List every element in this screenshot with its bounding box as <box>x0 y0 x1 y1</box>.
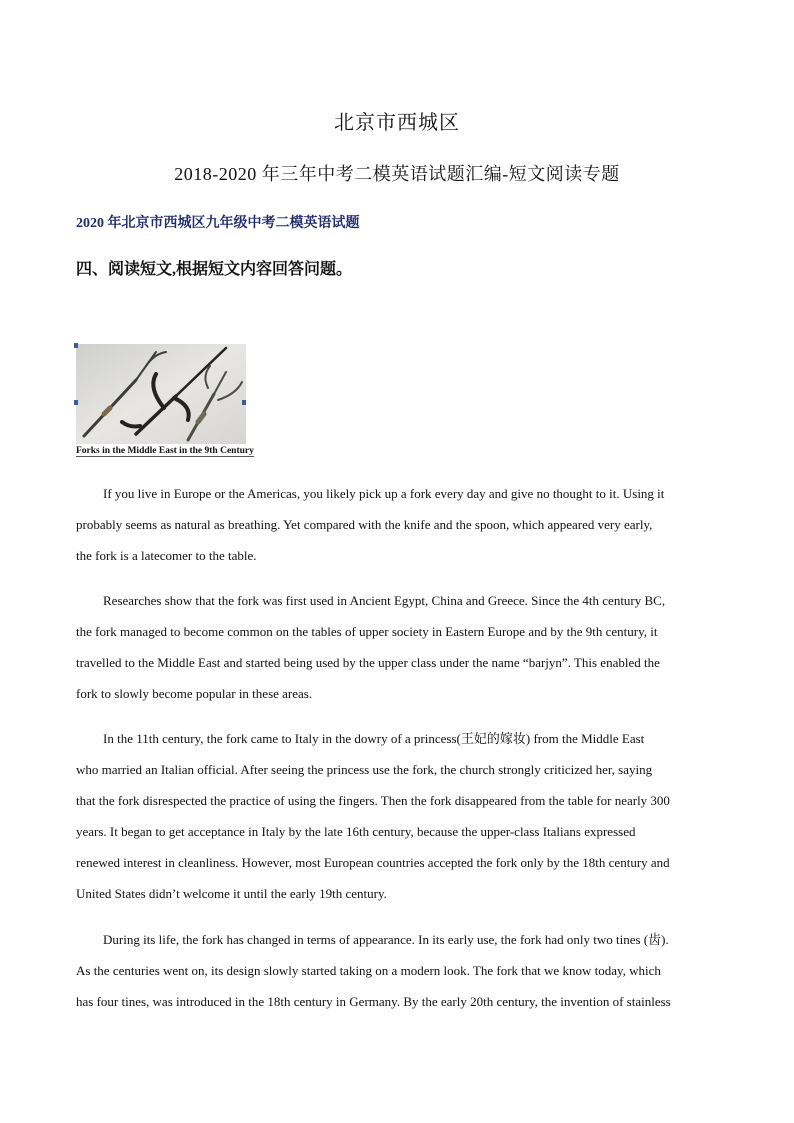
paragraph-line: the fork is a latecomer to the table. <box>76 548 257 563</box>
exam-heading: 2020 年北京市西城区九年级中考二模英语试题 <box>76 216 360 231</box>
document-subtitle: 2018-2020 年三年中考二模英语试题汇编-短文阅读专题 <box>174 164 620 184</box>
figure-caption: Forks in the Middle East in the 9th Century <box>76 446 254 456</box>
paragraph-line: During its life, the fork has changed in terms of appearance. In its early use, the fork had only two tines (齿). <box>103 932 669 947</box>
resize-handle-icon <box>242 400 246 405</box>
paragraph-1 <box>76 478 716 571</box>
document-title: 北京市西城区 <box>334 112 460 134</box>
paragraph-line: travelled to the Middle East and started being used by the upper class under the name “barjyn”. This enabled the <box>76 655 660 670</box>
resize-handle-icon <box>74 400 78 405</box>
paragraph-3 <box>76 723 716 909</box>
paragraph-2 <box>76 585 716 709</box>
paragraph-line: fork to slowly become popular in these areas. <box>76 686 313 701</box>
paragraph-line: who married an Italian official. After seeing the princess use the fork, the church strongly criticized her, saying <box>76 762 653 777</box>
paragraph-line: United States didn’t welcome it until the early 19th century. <box>76 886 387 901</box>
paragraph-line: the fork managed to become common on the tables of upper society in Eastern Europe and by the 9th century, it <box>76 624 658 639</box>
paragraph-4 <box>76 924 716 1017</box>
forks-photo <box>76 344 246 458</box>
paragraph-line: If you live in Europe or the Americas, you likely pick up a fork every day and give no thought to it. Using it <box>103 486 665 501</box>
paragraph-line: As the centuries went on, its design slowly started taking on a modern look. The fork that we know today, which <box>76 963 661 978</box>
forks-illustration <box>76 344 246 444</box>
paragraph-line: Researches show that the fork was first used in Ancient Egypt, China and Greece. Since the 4th century BC, <box>103 593 666 608</box>
paragraph-line: renewed interest in cleanliness. However, most European countries accepted the fork only by the 18th century and <box>76 855 670 870</box>
paragraph-line: has four tines, was introduced in the 18th century in Germany. By the early 20th century, the invention of stainless <box>76 994 671 1009</box>
paragraph-line: In the 11th century, the fork came to Italy in the dowry of a princess(王妃的嫁妆) from the Middle East <box>103 731 645 746</box>
paragraph-line: probably seems as natural as breathing. Yet compared with the knife and the spoon, which appeared very early, <box>76 517 653 532</box>
resize-handle-icon <box>74 343 78 348</box>
paragraph-line: years. It began to get acceptance in Italy by the late 16th century, because the upper-class Italians expressed <box>76 824 636 839</box>
section-heading: 四、阅读短文,根据短文内容回答问题。 <box>76 261 353 278</box>
paragraph-line: that the fork disrespected the practice of using the fingers. Then the fork disappeared from the table for nearly 300 <box>76 793 670 808</box>
